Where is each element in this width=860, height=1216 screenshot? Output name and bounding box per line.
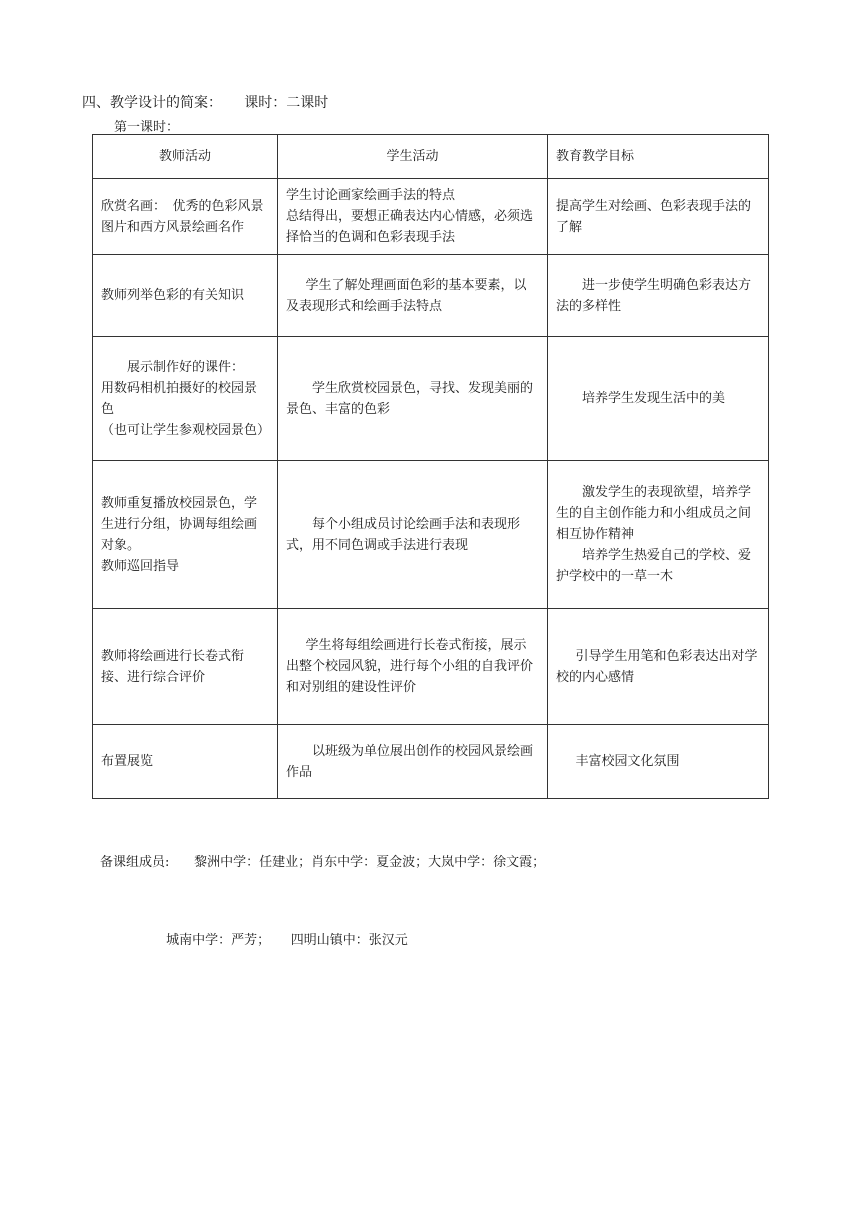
table-header-row (93, 135, 769, 179)
student-cell (278, 179, 548, 255)
cell-text: （也可让学生参观校园景色） (101, 422, 271, 438)
goal-cell (548, 461, 769, 609)
members-line-1: 备课组成员: 黎洲中学：任建业；肖东中学：夏金波；大岚中学：徐文霞； (100, 855, 546, 870)
cell-text: 培养学生热爱自己的学校、爱护学校中的一草一木 (556, 548, 752, 584)
cell-text: 学生欣赏校园景色，寻找、发现美丽的景色、丰富的色彩 (286, 380, 534, 417)
goal-cell (548, 179, 769, 255)
table-row (93, 461, 769, 609)
student-cell (278, 609, 548, 725)
cell-text: 学生将每组绘画进行长卷式衔接，展示出整个校园风貌，进行每个小组的自我评价和对别组的建设性评价 (286, 638, 534, 695)
cell-text: 总结得出，要想正确表达内心情感，必须选择恰当的色调和色彩表现手法 (286, 209, 534, 245)
cell-text: 激发学生的表现欲望，培养学生的自主创作能力和小组成员之间相互协作精神 (556, 485, 752, 542)
table-row (93, 337, 769, 461)
teacher-cell (93, 461, 278, 609)
cell-text: 以班级为单位展出创作的校园风景绘画作品 (286, 743, 534, 780)
cell-text: 进一步使学生明确色彩表达方法的多样性 (556, 277, 752, 314)
cell-text: 提高学生对绘画、色彩表现手法的了解 (556, 198, 752, 235)
table-row (93, 609, 769, 725)
cell-text: 布置展览 (101, 754, 154, 769)
header-teaching-goal: 教育教学目标 (548, 135, 769, 179)
teacher-cell (93, 725, 278, 799)
teacher-cell (93, 179, 278, 255)
lesson-subheading: 第一课时： (114, 120, 180, 135)
teacher-cell (93, 609, 278, 725)
student-cell (278, 337, 548, 461)
table-row (93, 725, 769, 799)
cell-text: 欣赏名画： 优秀的色彩风景图片和西方风景绘画名作 (101, 198, 264, 235)
student-cell (278, 461, 548, 609)
student-cell (278, 725, 548, 799)
table-row (93, 179, 769, 255)
cell-text: 用数码相机拍摄好的校园景色 (101, 380, 258, 417)
lesson-group-members (100, 798, 545, 980)
table-row (93, 255, 769, 337)
cell-text: 每个小组成员讨论绘画手法和表现形式，用不同色调或手法进行表现 (286, 516, 521, 553)
section-heading: 四、教学设计的简案： 课时：二课时 (82, 95, 329, 111)
cell-text: 教师重复播放校园景色，学生进行分组，协调每组绘画对象。 (101, 495, 258, 553)
goal-cell (548, 255, 769, 337)
lesson-plan-table (92, 134, 769, 799)
cell-text: 教师列举色彩的有关知识 (101, 288, 245, 303)
goal-cell (548, 337, 769, 461)
cell-text: 培养学生发现生活中的美 (582, 391, 726, 406)
cell-text: 学生讨论画家绘画手法的特点 (286, 188, 456, 203)
cell-text: 展示制作好的课件： (127, 359, 245, 375)
cell-text: 学生了解处理画面色彩的基本要素，以及表现形式和绘画手法特点 (286, 277, 527, 314)
cell-text: 教师将绘画进行长卷式衔接、进行综合评价 (101, 648, 245, 685)
cell-text: 教师巡回指导 (101, 558, 180, 574)
members-line-2: 城南中学：严芳； 四明山镇中：张汉元 (100, 933, 408, 948)
goal-cell (548, 725, 769, 799)
teacher-cell (93, 337, 278, 461)
goal-cell (548, 609, 769, 725)
header-teacher-activity: 教师活动 (93, 135, 278, 179)
teacher-cell (93, 255, 278, 337)
header-student-activity: 学生活动 (278, 135, 548, 179)
cell-text: 引导学生用笔和色彩表达出对学校的内心感情 (556, 648, 758, 685)
cell-text: 丰富校园文化氛围 (575, 754, 680, 769)
student-cell (278, 255, 548, 337)
